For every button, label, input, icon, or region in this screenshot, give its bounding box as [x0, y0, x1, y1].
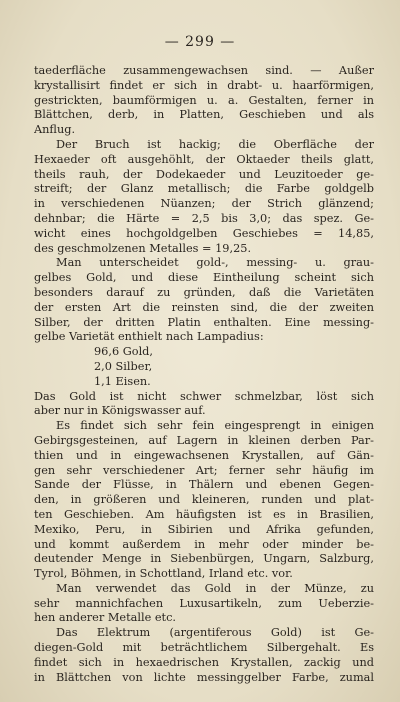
- text-line: gelbe Varietät enthielt nach Lampadius:: [34, 330, 264, 344]
- text-line: der ersten Art die reinsten sind, die der zweiten: [34, 300, 374, 314]
- text-line: Man verwendet das Gold in der Münze, zu: [56, 581, 374, 595]
- text-line: Es findet sich sehr fein eingesprengt in einigen: [56, 419, 374, 433]
- text-line: des geschmolzenen Metalles = 19,25.: [34, 241, 252, 255]
- text-line: theils rauh, der Dodekaeder und Leuzitoeder ge-: [34, 167, 374, 181]
- text-line: sehr mannichfachen Luxusartikeln, zum Ueberzie-: [34, 596, 374, 610]
- text-line: Silber, der dritten Platin enthalten. Eine messing-: [34, 315, 374, 329]
- text-line: Tyrol, Böhmen, in Schottland, Irland etc. vor.: [34, 567, 293, 581]
- text-line: ten Geschieben. Am häufigsten ist es in Brasilien,: [34, 507, 374, 521]
- text-line: taederfläche zusammengewachsen sind. — Außer: [34, 64, 374, 77]
- text-line: Das Gold ist nicht schwer schmelzbar, löst sich: [34, 389, 374, 403]
- text-line: aber nur in Königswasser auf.: [34, 404, 206, 418]
- page-number: — 299 —: [164, 34, 236, 50]
- text-line: besonders darauf zu gründen, daß die Varietäten: [34, 285, 374, 299]
- body-text: [34, 64, 374, 685]
- text-line: Blättchen, derb, in Platten, Geschieben und als: [34, 108, 374, 122]
- text-line: hen anderer Metalle etc.: [34, 611, 177, 625]
- text-line: 1,1 Eisen.: [94, 374, 151, 388]
- text-line: 96,6 Gold,: [94, 345, 154, 359]
- text-line: gen sehr verschiedener Art; ferner sehr häufig im: [34, 463, 374, 477]
- text-line: den, in größeren und kleineren, runden und plat-: [34, 493, 374, 507]
- text-line: Gebirgsgesteinen, auf Lagern in kleinen derben Par-: [34, 433, 374, 447]
- text-line: dehnbar; die Härte = 2,5 bis 3,0; das spez. Ge-: [34, 211, 374, 225]
- text-line: deutender Menge in Siebenbürgen, Ungarn, Salzburg,: [34, 552, 374, 566]
- text-line: krystallisirt findet er sich in drabt- u. haarförmigen,: [34, 78, 374, 92]
- text-line: in Blättchen von lichte messinggelber Farbe, zumal: [34, 670, 374, 684]
- text-line: und kommt außerdem in mehr oder minder be-: [34, 537, 374, 551]
- text-line: in verschiedenen Nüanzen; der Strich glänzend;: [34, 197, 374, 211]
- text-line: findet sich in hexaedrischen Krystallen, zackig und: [34, 655, 374, 669]
- text-line: gestrickten, baumförmigen u. a. Gestalten, ferner in: [34, 93, 374, 107]
- text-line: streift; der Glanz metallisch; die Farbe goldgelb: [34, 182, 374, 196]
- text-line: Sande der Flüsse, in Thälern und ebenen Gegen-: [34, 478, 374, 492]
- text-line: Anflug.: [34, 123, 76, 137]
- text-line: thien und in eingewachsenen Krystallen, auf Gän-: [34, 448, 374, 462]
- text-line: Mexiko, Peru, in Sibirien und Afrika gefunden,: [34, 522, 374, 536]
- text-line: gelbes Gold, und diese Eintheilung scheint sich: [34, 271, 374, 285]
- text-line: Man unterscheidet gold-, messing- u. grau-: [56, 256, 374, 270]
- text-line: Das Elektrum (argentiferous Gold) ist Ge-: [56, 626, 374, 640]
- text-line: Der Bruch ist hackig; die Oberfläche der: [56, 137, 374, 151]
- text-line: diegen-Gold mit beträchtlichem Silbergehalt. Es: [34, 641, 374, 655]
- text-line: 2,0 Silber,: [94, 359, 153, 373]
- text-line: wicht eines hochgoldgelben Geschiebes = 14,85,: [34, 226, 374, 240]
- text-line: Hexaeder oft ausgehöhlt, der Oktaeder theils glatt,: [34, 152, 374, 166]
